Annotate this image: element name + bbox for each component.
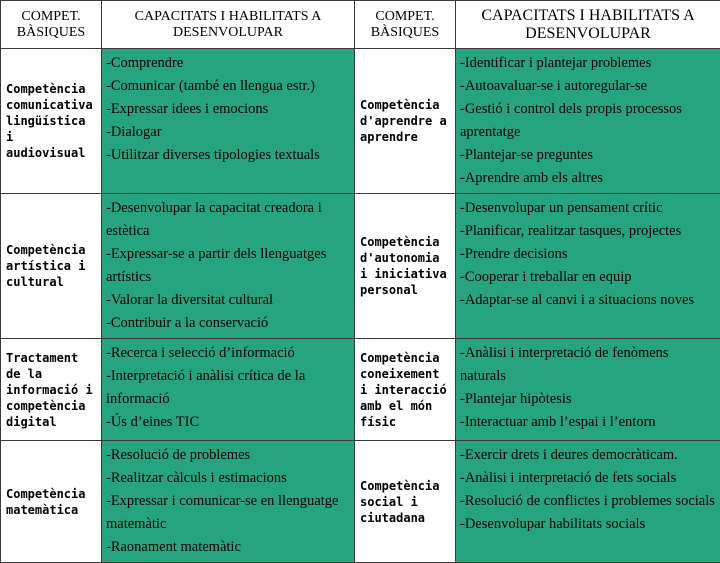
capacity-item: -Valorar la diversitat cultural bbox=[106, 289, 350, 312]
header-capacitats-right: CAPACITATS I HABILITATS A DESENVOLUPAR bbox=[456, 1, 720, 49]
capacity-item: -Comprendre bbox=[106, 52, 350, 75]
competence-name: Competència comunicativa lingüística i audiovisual bbox=[1, 49, 102, 194]
capacity-item: -Resolució de problemes bbox=[106, 444, 350, 467]
header-capacitats-left: CAPACITATS I HABILITATS A DESENVOLUPAR bbox=[102, 1, 355, 49]
capacity-item: -Identificar i plantejar problemes bbox=[460, 52, 716, 75]
capacity-item: -Desenvolupar la capacitat creadora i estètica bbox=[106, 197, 350, 243]
capacities-list bbox=[102, 194, 355, 339]
capacity-item: -Expressar-se a partir dels llenguatges artístics bbox=[106, 243, 350, 289]
header-row bbox=[1, 1, 720, 49]
capacity-item: -Ús d’eines TIC bbox=[106, 411, 350, 434]
capacities-list bbox=[456, 441, 720, 563]
capacity-item: -Exercir drets i deures democràticam. bbox=[460, 444, 716, 467]
capacity-item: -Realitzar càlculs i estimacions bbox=[106, 467, 350, 490]
capacities-list bbox=[102, 49, 355, 194]
capacities-list bbox=[102, 441, 355, 563]
table-row bbox=[1, 49, 720, 194]
table-row bbox=[1, 339, 720, 441]
competence-name: Competència d'autonomia i iniciativa personal bbox=[355, 194, 456, 339]
capacity-item: -Raonament matemàtic bbox=[106, 536, 350, 559]
capacities-list bbox=[102, 339, 355, 441]
capacity-item: -Interactuar amb l’espai i l’entorn bbox=[460, 411, 716, 434]
competence-name: Competència coneixement i interacció amb el món físic bbox=[355, 339, 456, 441]
capacity-item: -Plantejar-se preguntes bbox=[460, 144, 716, 167]
competence-name: Competència d'aprendre a aprendre bbox=[355, 49, 456, 194]
capacity-item: -Expressar i comunicar-se en llenguatge matemàtic bbox=[106, 490, 350, 536]
capacity-item: -Plantejar hipòtesis bbox=[460, 388, 716, 411]
capacity-item: -Dialogar bbox=[106, 121, 350, 144]
capacity-item: -Aprendre amb els altres bbox=[460, 167, 716, 190]
table-row bbox=[1, 194, 720, 339]
competence-name: Competència matemàtica bbox=[1, 441, 102, 563]
capacity-item: -Contribuir a la conservació bbox=[106, 312, 350, 335]
capacity-item: -Desenvolupar habilitats socials bbox=[460, 513, 716, 536]
capacity-item: -Expressar idees i emocions bbox=[106, 98, 350, 121]
capacities-list bbox=[456, 49, 720, 194]
capacity-item: -Comunicar (també en llengua estr.) bbox=[106, 75, 350, 98]
capacity-item: -Prendre decisions bbox=[460, 243, 716, 266]
capacity-item: -Adaptar-se al canvi i a situacions noves bbox=[460, 289, 716, 312]
capacity-item: -Anàlisi i interpretació de fets socials bbox=[460, 467, 716, 490]
competence-name: Tractament de la informació i competència digital bbox=[1, 339, 102, 441]
capacity-item: -Cooperar i treballar en equip bbox=[460, 266, 716, 289]
header-compet-basiques-left: COMPET. BÀSIQUES bbox=[1, 1, 102, 49]
competence-name: Competència artística i cultural bbox=[1, 194, 102, 339]
competence-name: Competència social i ciutadana bbox=[355, 441, 456, 563]
capacity-item: -Recerca i selecció d’informació bbox=[106, 342, 350, 365]
capacity-item: -Utilitzar diverses tipologies textuals bbox=[106, 144, 350, 167]
capacities-list bbox=[456, 339, 720, 441]
header-compet-basiques-right: COMPET. BÀSIQUES bbox=[355, 1, 456, 49]
capacity-item: -Desenvolupar un pensament crític bbox=[460, 197, 716, 220]
capacity-item: -Gestió i control dels propis processos aprentatge bbox=[460, 98, 716, 144]
table-row bbox=[1, 441, 720, 563]
capacities-list bbox=[456, 194, 720, 339]
capacity-item: -Anàlisi i interpretació de fenòmens naturals bbox=[460, 342, 716, 388]
capacity-item: -Autoavaluar-se i autoregular-se bbox=[460, 75, 716, 98]
capacity-item: -Interpretació i anàlisi crítica de la informació bbox=[106, 365, 350, 411]
capacity-item: -Resolució de conflictes i problemes socials bbox=[460, 490, 716, 513]
capacity-item: -Planificar, realitzar tasques, projectes bbox=[460, 220, 716, 243]
